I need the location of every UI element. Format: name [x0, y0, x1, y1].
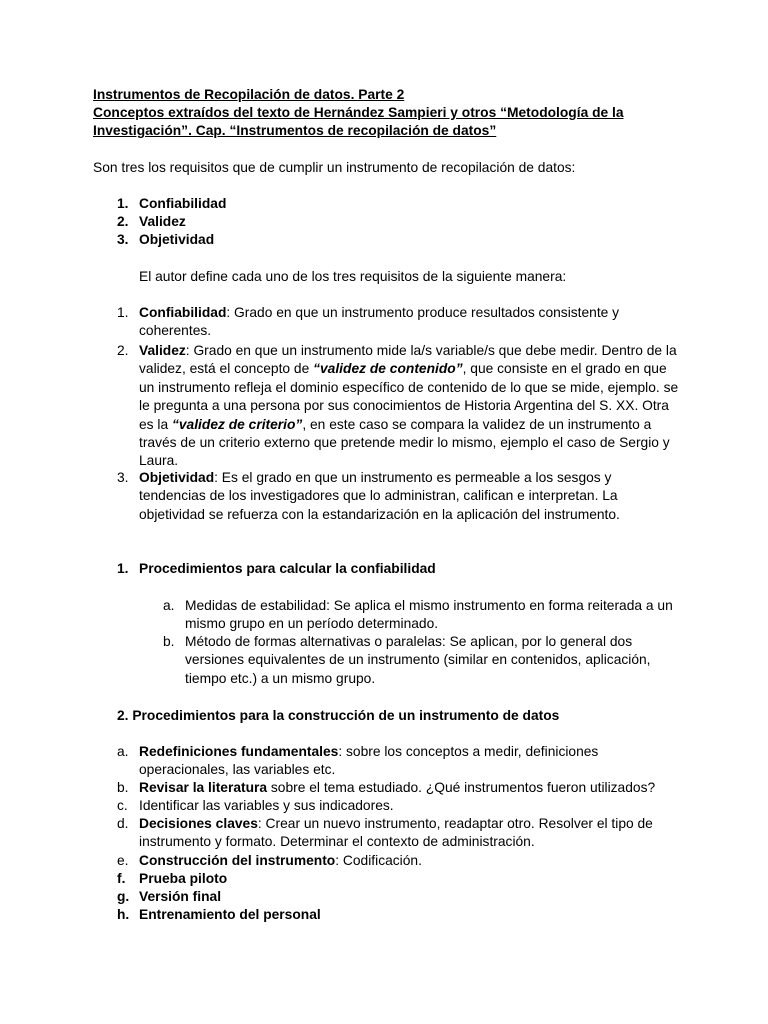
step-text: sobre el tema estudiado. ¿Qué instrumentos fueron utilizados?: [267, 780, 656, 795]
requirement-confiabilidad: Confiabilidad: [139, 196, 227, 211]
document-subtitle-line-1: Conceptos extraídos del texto de Hernández Sampieri y otros “Metodología de la: [93, 105, 624, 120]
definition-confiabilidad: [139, 304, 649, 341]
list-marker: a.: [163, 598, 175, 613]
list-marker: c.: [117, 798, 128, 813]
step-term: Versión final: [139, 889, 222, 904]
validez-de-contenido-emphasis: “validez de contenido”: [313, 361, 463, 377]
definition-text: , en este caso se compara la validez de un instrumento a través de un criterio externo que pretende medir lo mismo, ejemplo el caso de Sergio y Laura.: [139, 416, 670, 469]
definition-term: Confiabilidad: [139, 305, 227, 320]
list-marker: a.: [117, 744, 129, 759]
list-marker: b.: [163, 634, 175, 649]
validez-de-criterio-emphasis: “validez de criterio”: [171, 416, 303, 432]
list-marker: 2.: [117, 214, 129, 229]
construction-step: [139, 852, 679, 870]
requirement-validez: Validez: [139, 214, 186, 229]
list-marker: 1.: [117, 196, 129, 211]
step-text: : Crear un nuevo instrumento, readaptar otro. Resolver el tipo de instrumento y formato. Determinar el contexto de administración.: [139, 816, 653, 850]
section-heading: 2. Procedimientos para la construcción de un instrumento de datos: [117, 708, 560, 723]
list-marker: b.: [117, 780, 129, 795]
procedure-item: Método de formas alternativas o paralelas: Se aplican, por lo general dos versiones equivalentes de un instrumento (similar en contenidos, aplicación, tiempo etc.) a un mismo grupo.: [185, 634, 651, 686]
definition-objetividad: [139, 469, 649, 524]
list-marker: 3.: [117, 232, 129, 247]
list-marker: 1.: [117, 305, 129, 320]
list-marker: 2.: [117, 343, 129, 358]
step-term: Prueba piloto: [139, 871, 228, 886]
requirement-objetividad: Objetividad: [139, 232, 215, 247]
definition-text: : Grado en que un instrumento produce resultados consistente y coherentes.: [139, 305, 620, 339]
procedure-item: Medidas de estabilidad: Se aplica el mismo instrumento en forma reiterada a un mismo grupo en un período determinado.: [185, 598, 673, 632]
list-marker: e.: [117, 853, 129, 868]
construction-step: [139, 779, 699, 797]
step-term: Decisiones claves: [139, 816, 258, 831]
step-text: : Codificación.: [335, 853, 422, 868]
definition-text: : Es el grado en que un instrumento es permeable a los sesgos y tendencias de los investigadores que lo administran, califican e interpretan. La objetividad se refuerza con la estandarización en la aplicación del instrumento.: [139, 470, 620, 522]
step-term: Revisar la literatura: [139, 780, 268, 795]
step-term: Entrenamiento del personal: [139, 907, 321, 922]
construction-step: [139, 906, 679, 924]
document-subtitle-line-2: Investigación”. Cap. “Instrumentos de recopilación de datos”: [93, 123, 497, 138]
section-heading: Procedimientos para calcular la confiabilidad: [139, 561, 436, 576]
definition-text: , que consiste en el grado en que un instrumento refleja el dominio específico de contenido de lo que se mide, ejemplo. se le pregunta a una persona por sus conocimientos de Historia Argentina del S. XX. Otra es la: [139, 361, 679, 432]
definition-term: Objetividad: [139, 470, 215, 485]
step-text: : sobre los conceptos a medir, definiciones operacionales, las variables etc.: [139, 744, 599, 778]
construction-step: [139, 870, 679, 888]
step-term: Construcción del instrumento: [139, 853, 336, 868]
list-marker: d.: [117, 816, 129, 831]
step-term: Redefiniciones fundamentales: [139, 744, 339, 759]
construction-step: [139, 815, 679, 852]
step-text: Identificar las variables y sus indicadores.: [139, 798, 394, 813]
construction-step: [139, 797, 679, 815]
construction-step: [139, 743, 639, 780]
document-title: Instrumentos de Recopilación de datos. Parte 2: [93, 87, 405, 102]
list-marker: g.: [117, 889, 130, 904]
author-note: El autor define cada uno de los tres requisitos de la siguiente manera:: [139, 269, 567, 284]
construction-step: [139, 888, 679, 906]
list-marker: f.: [117, 871, 126, 886]
definition-validez: [139, 342, 679, 471]
list-marker: 3.: [117, 470, 129, 485]
definition-text: : Grado en que un instrumento mide la/s variable/s que debe medir. Dentro de la validez, está el concepto de: [139, 343, 677, 377]
definition-term: Validez: [139, 343, 186, 358]
intro-paragraph: Son tres los requisitos que de cumplir un instrumento de recopilación de datos:: [93, 160, 576, 175]
section-marker: 1.: [117, 561, 129, 576]
list-marker: h.: [117, 907, 130, 922]
